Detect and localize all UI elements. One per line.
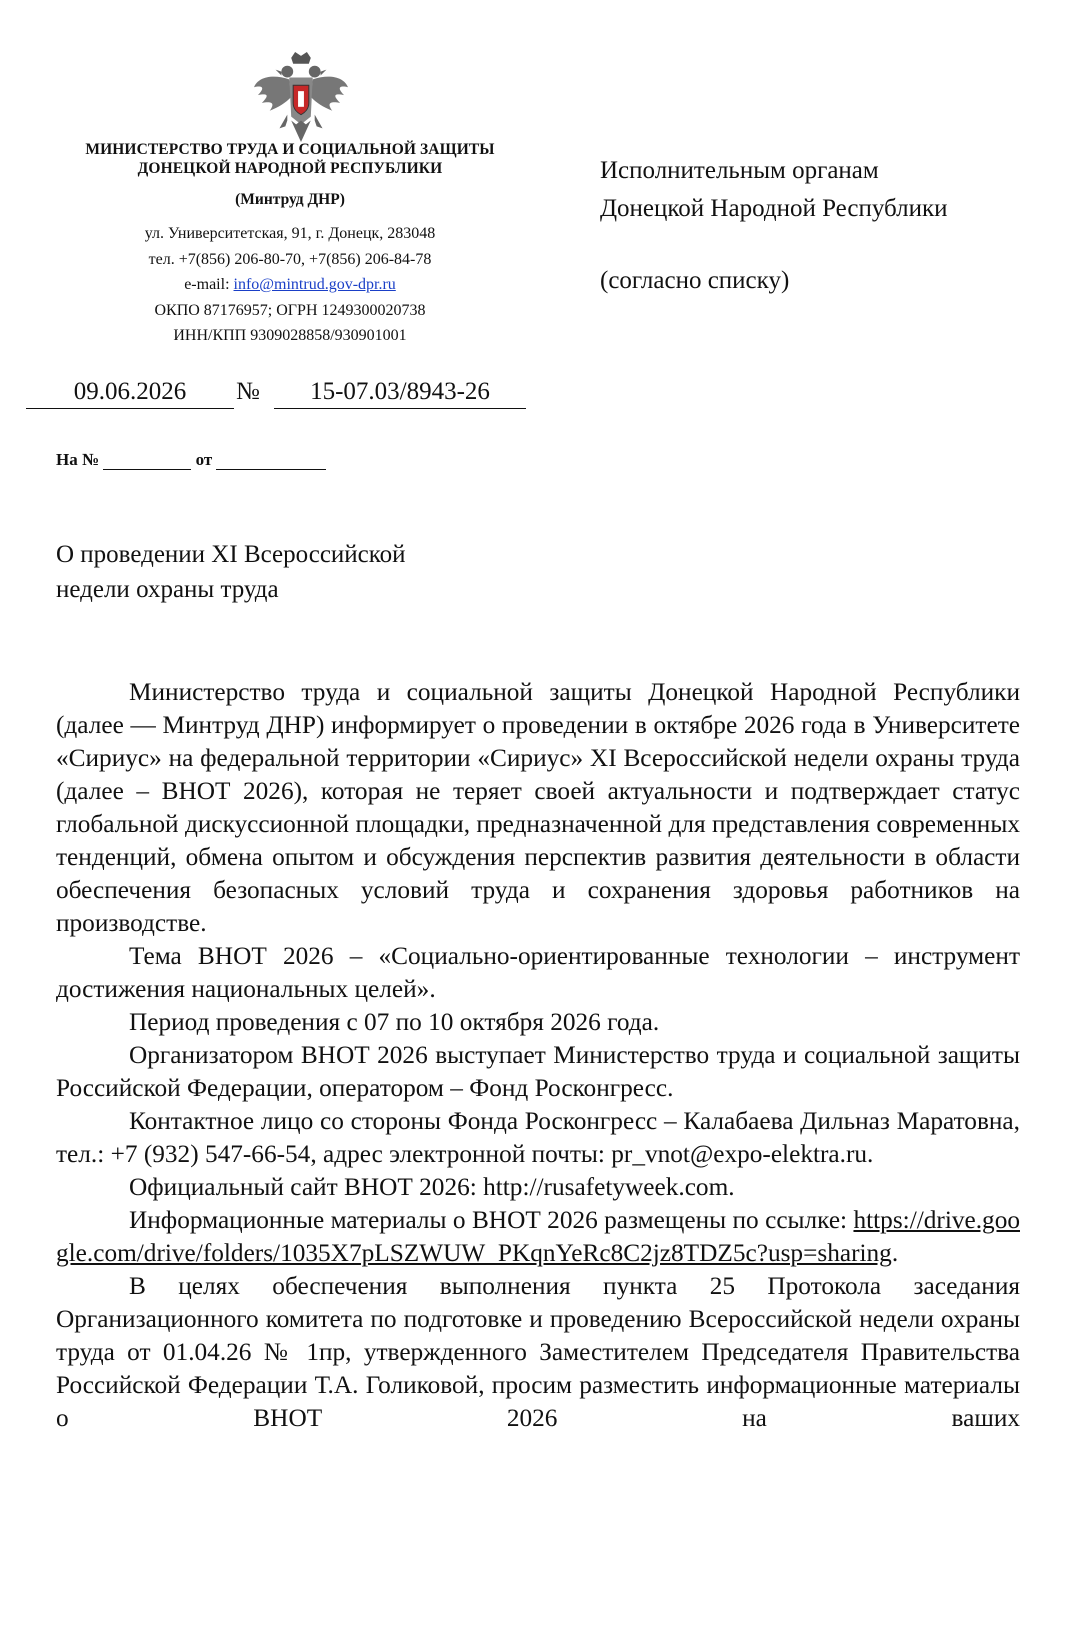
body-paragraph-7	[56, 1204, 1020, 1270]
body-paragraph-5: Контактное лицо со стороны Фонда Росконгресс – Калабаева Дильназ Маратовна, тел.: +7 (932) 547-66-54, адрес электронной почты: pr_vnot@expo-elektra.ru.	[56, 1107, 1020, 1168]
email-line	[58, 272, 522, 298]
registration-number: 15-07.03/8943-26	[274, 376, 526, 409]
body-paragraph-6: Официальный сайт ВНОТ 2026: http://rusafetyweek.com.	[129, 1173, 735, 1201]
in-reply-number-blank	[103, 451, 191, 470]
materials-end: .	[891, 1239, 899, 1267]
address: ул. Университетская, 91, г. Донецк, 283048	[144, 225, 436, 242]
inn-kpp: ИНН/КПП 9309028858/930901001	[173, 327, 407, 344]
in-reply-na-label: На №	[56, 450, 100, 469]
in-reply-date-blank	[216, 451, 326, 470]
registration-date: 09.06.2026	[26, 376, 234, 409]
body-paragraph-4: Организатором ВНОТ 2026 выступает Министерство труда и социальной защиты Российской Федерации, оператором – Фонд Росконгресс.	[56, 1041, 1020, 1102]
letterhead	[58, 140, 522, 349]
addressee-line1: Исполнительным органам	[600, 157, 879, 184]
subject-line2: недели охраны труда	[56, 576, 279, 603]
addressee-line2: Донецкой Народной Республики	[600, 195, 948, 222]
ministry-name-line2: ДОНЕЦКОЙ НАРОДНОЙ РЕСПУБЛИКИ	[137, 160, 443, 177]
body-paragraph-1: Министерство труда и социальной защиты Донецкой Народной Республики (далее — Минтруд ДНР) информирует о проведении в октябре 2026 года в Университете «Сириус» на федеральной территории «Сириус» XI Всероссийской недели охраны труда (далее – ВНОТ 2026), которая не теряет своей актуальности и подтверждает статус глобальной дискуссионной площадки, предназначенной для представления современных тенденций, обмена опытом и обсуждения перспектив развития деятельности в области обеспечения безопасных условий труда и сохранения здоровья работников на производстве.	[56, 678, 1020, 937]
in-reply-ot-label: от	[195, 450, 213, 469]
registration-line	[26, 376, 526, 412]
addressee	[600, 152, 948, 300]
dpr-coat-of-arms-icon	[252, 52, 350, 144]
phones: тел. +7(856) 206-80-70, +7(856) 206-84-78	[148, 250, 432, 268]
number-sign: №	[236, 378, 260, 405]
body-paragraph-2: Тема ВНОТ 2026 – «Социально-ориентированные технологии – инструмент достижения национальных целей».	[56, 942, 1020, 1003]
email-link[interactable]: info@mintrud.gov-dpr.ru	[233, 276, 396, 293]
contacts	[58, 221, 522, 349]
materials-link[interactable]: https://drive.google.com/drive/folders/1035X7pLSZWUW_PKqnYeRc8C2jz8TDZ5c?usp=sharing	[56, 1206, 1020, 1267]
ministry-short-name: (Минтруд ДНР)	[235, 191, 345, 208]
email-label: e-mail:	[184, 276, 234, 293]
okpo-ogrn: ОКПО 87176957; ОГРН 1249300020738	[154, 301, 426, 319]
ministry-name-line1: МИНИСТЕРСТВО ТРУДА И СОЦИАЛЬНОЙ ЗАЩИТЫ	[85, 141, 495, 158]
body-paragraph-8: В целях обеспечения выполнения пункта 25 Протокола заседания Организационного комитета по подготовке и проведению Всероссийской недели охраны труда от 01.04.26 № 1пр, утвержденного Заместителем Председателя Правительства Российской Федерации Т.А. Голиковой, просим разместить информационные материалы о ВНОТ 2026 на ваших	[56, 1272, 1020, 1432]
subject	[56, 537, 536, 607]
letter-body	[56, 676, 1020, 1435]
subject-line1: О проведении XI Всероссийской	[56, 541, 406, 568]
body-paragraph-3: Период проведения с 07 по 10 октября 2026 года.	[129, 1008, 660, 1036]
addressee-note: (согласно списку)	[600, 267, 790, 294]
materials-text: Информационные материалы о ВНОТ 2026 размещены по ссылке:	[129, 1206, 854, 1234]
in-reply-line	[56, 450, 326, 470]
